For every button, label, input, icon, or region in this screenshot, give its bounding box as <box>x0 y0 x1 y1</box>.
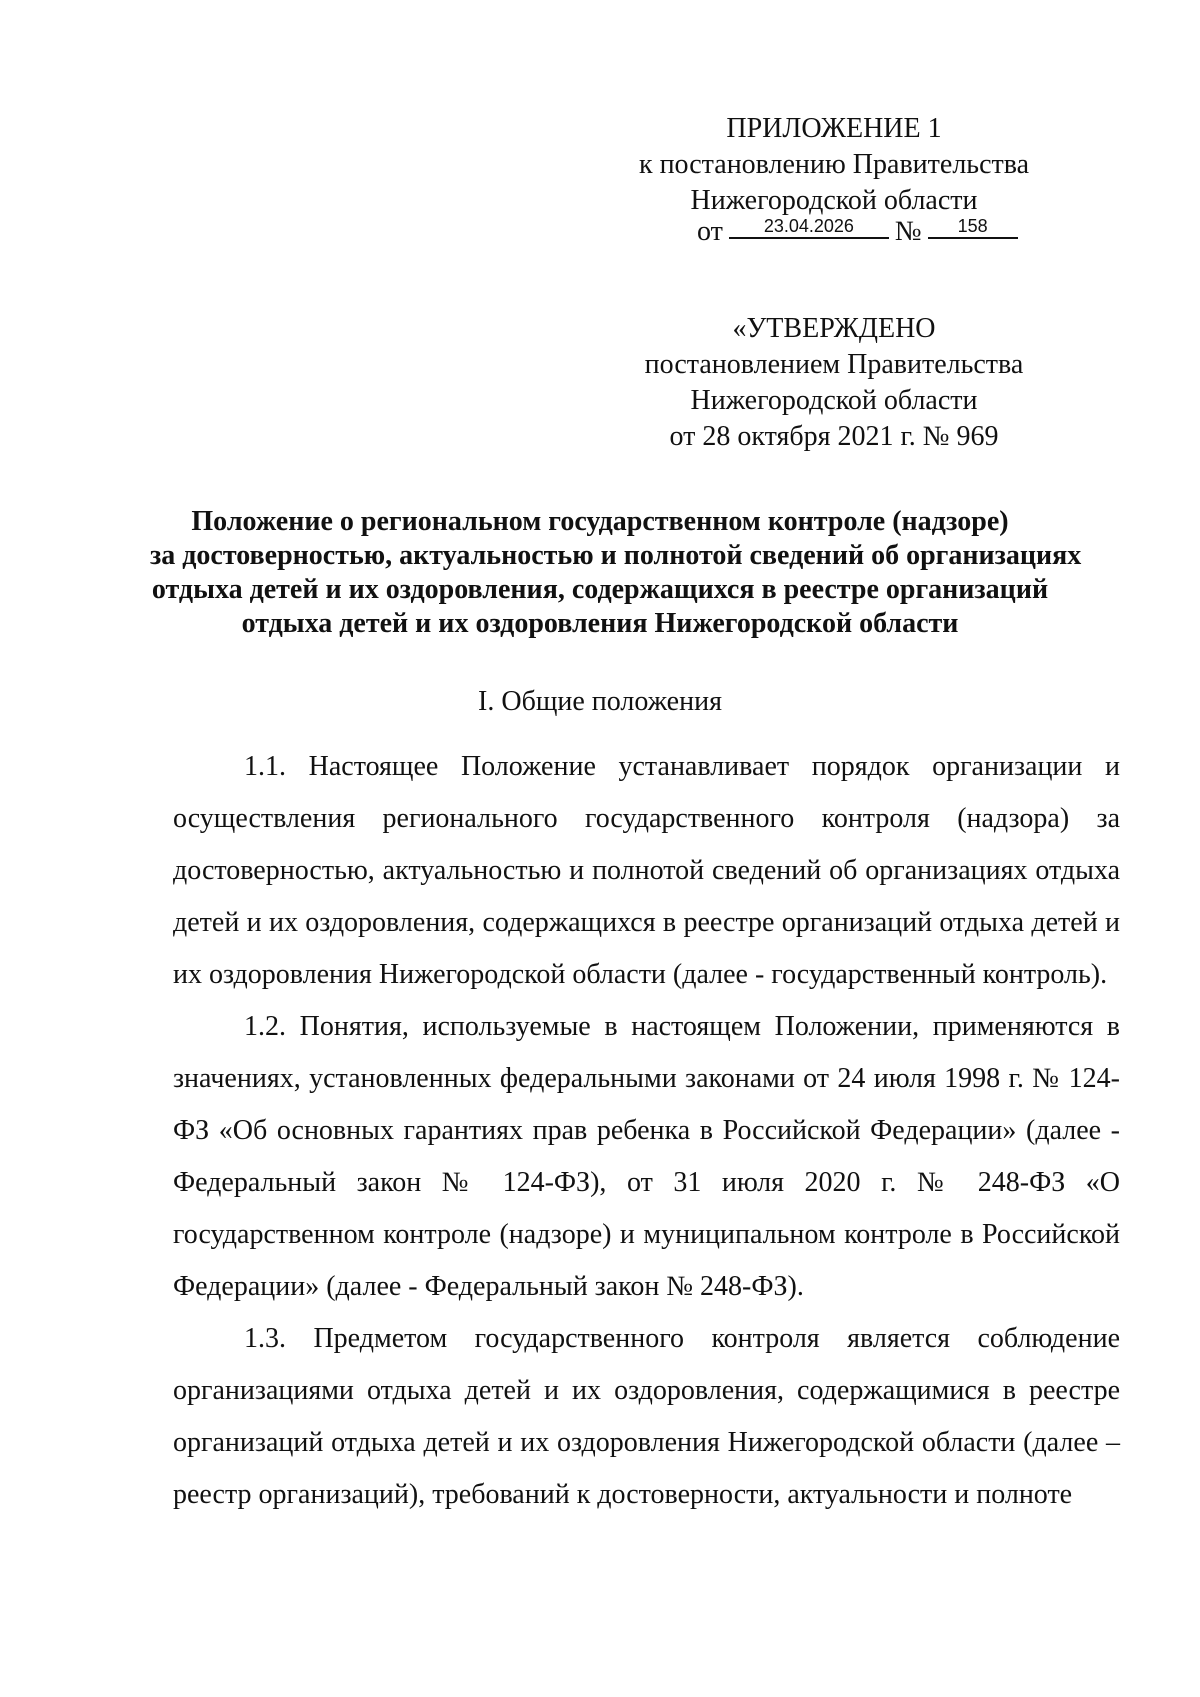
resolution-number: 158 <box>928 215 1018 239</box>
paragraph-1-3: 1.3. Предметом государственного контроля является соблюдение организациями отдыха детей и их оздоровления, содержащимися в реестре организаций отдыха детей и их оздоровления Нижегородской области (далее – реестр организаций), требований к достоверности, актуальности и полноте <box>173 1323 1120 1510</box>
number-label: № <box>894 216 922 247</box>
appendix-reference-line: к постановлению Правительства <box>638 149 1030 180</box>
document-title-line: Положение о региональном государственном контроле (надзоре) <box>191 506 1009 537</box>
approved-by-line: постановлением Правительства <box>644 349 1024 380</box>
paragraph-1-2: 1.2. Понятия, используемые в настоящем Положении, применяются в значениях, установленных федеральными законами от 24 июля 1998 г. № 124-ФЗ «Об основных гарантиях прав ребенка в Российской Федерации» (далее - Федеральный закон № 124-ФЗ), от 31 июля 2020 г. № 248-ФЗ «О государственном контроле (надзоре) и муниципальном контроле в Российской Федерации» (далее - Федеральный закон № 248-ФЗ). <box>173 1011 1120 1302</box>
appendix-date-number-line <box>697 215 1077 249</box>
document-title-line: отдыха детей и их оздоровления Нижегородской области <box>241 608 959 639</box>
appendix-region-line: Нижегородской области <box>690 185 978 216</box>
document-title-line: за достоверностью, актуальностью и полнотой сведений об организациях <box>150 540 1082 571</box>
section-heading: I. Общие положения <box>478 686 722 717</box>
from-label: от <box>697 216 723 247</box>
appendix-title: ПРИЛОЖЕНИЕ 1 <box>726 113 942 144</box>
paragraph-1-1: 1.1. Настоящее Положение устанавливает порядок организации и осуществления регионального государственного контроля (надзора) за достоверностью, актуальностью и полнотой сведений об организациях отдыха детей и их оздоровления, содержащихся в реестре организаций отдыха детей и их оздоровления Нижегородской области (далее - государственный контроль). <box>173 751 1120 990</box>
approved-region-line: Нижегородской области <box>690 385 978 416</box>
document-body <box>173 741 1120 1521</box>
approved-title: «УТВЕРЖДЕНО <box>732 313 936 344</box>
document-title-line: отдыха детей и их оздоровления, содержащихся в реестре организаций <box>151 574 1049 605</box>
document-title <box>150 505 1082 641</box>
approved-date-line: от 28 октября 2021 г. № 969 <box>669 421 999 452</box>
resolution-date: 23.04.2026 <box>729 215 889 239</box>
